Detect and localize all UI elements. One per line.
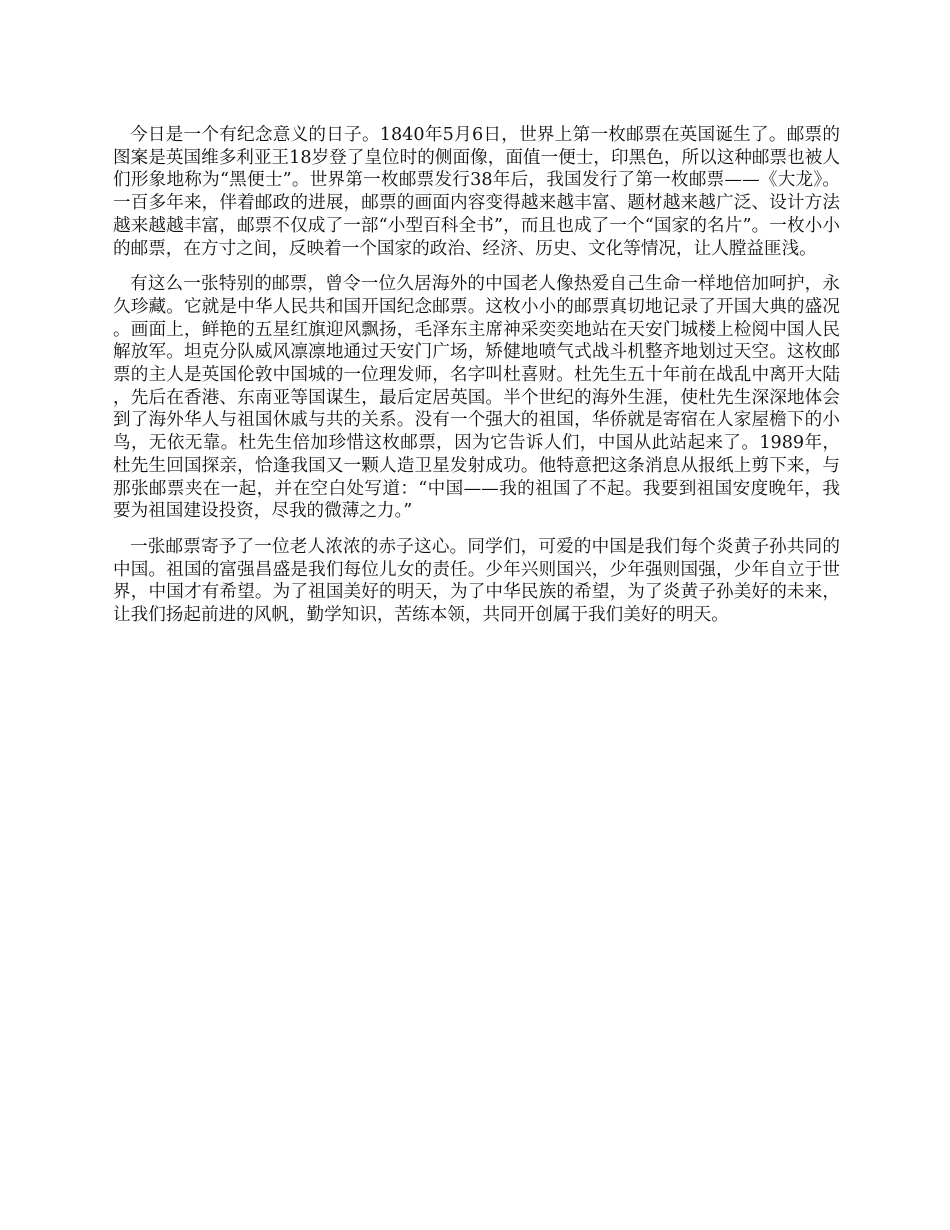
paragraph-1: 今日是一个有纪念意义的日子。1840年5月6日，世界上第一枚邮票在英国诞生了。邮票的图案是英国维多利亚王18岁登了皇位时的侧面像，面值一便士，印黑色，所以这种邮票也被人们形象地称为“黑便士”。世界第一枚邮票发行38年后，我国发行了第一枚邮票——《大龙》。一百多年来，伴着邮政的进展，邮票的画面内容变得越来越丰富、题材越来越广泛、设计方法越来越越丰富，邮票不仅成了一部“小型百科全书”，而且也成了一个“国家的名片”。一枚小小的邮票，在方寸之间，反映着一个国家的政治、经济、历史、文化等情况，让人膛益匪浅。	[113, 125, 840, 259]
paragraph-3: 一张邮票寄予了一位老人浓浓的赤子这心。同学们，可爱的中国是我们每个炎黄子孙共同的中国。祖国的富强昌盛是我们每位儿女的责任。少年兴则国兴，少年强则国强，少年自立于世界，中国才有希望。为了祖国美好的明天，为了中华民族的希望，为了炎黄子孙美好的未来，让我们扬起前进的风帆，勤学知识，苦练本领，共同开创属于我们美好的明天。	[113, 536, 840, 626]
article-body	[113, 124, 840, 640]
paragraph-2: 有这么一张特别的邮票，曾令一位久居海外的中国老人像热爱自己生命一样地倍加呵护，永久珍藏。它就是中华人民共和国开国纪念邮票。这枚小小的邮票真切地记录了开国大典的盛况。画面上，鲜艳的五星红旗迎风飘扬，毛泽东主席神采奕奕地站在天安门城楼上检阅中国人民解放军。坦克分队威风凛凛地通过天安门广场，矫健地喷气式战斗机整齐地划过天空。这枚邮票的主人是英国伦敦中国城的一位理发师，名字叫杜喜财。杜先生五十年前在战乱中离开大陆，先后在香港、东南亚等国谋生，最后定居英国。半个世纪的海外生涯，使杜先生深深地体会到了海外华人与祖国休戚与共的关系。没有一个强大的祖国，华侨就是寄宿在人家屋檐下的小鸟，无依无靠。杜先生倍加珍惜这枚邮票，因为它告诉人们，中国从此站起来了。1989年，杜先生回国探亲，恰逢我国又一颗人造卫星发射成功。他特意把这条消息从报纸上剪下来，与那张邮票夹在一起，并在空白处写道：“中国——我的祖国了不起。我要到祖国安度晚年，我要为祖国建设投资，尽我的微薄之力。”	[113, 274, 840, 522]
